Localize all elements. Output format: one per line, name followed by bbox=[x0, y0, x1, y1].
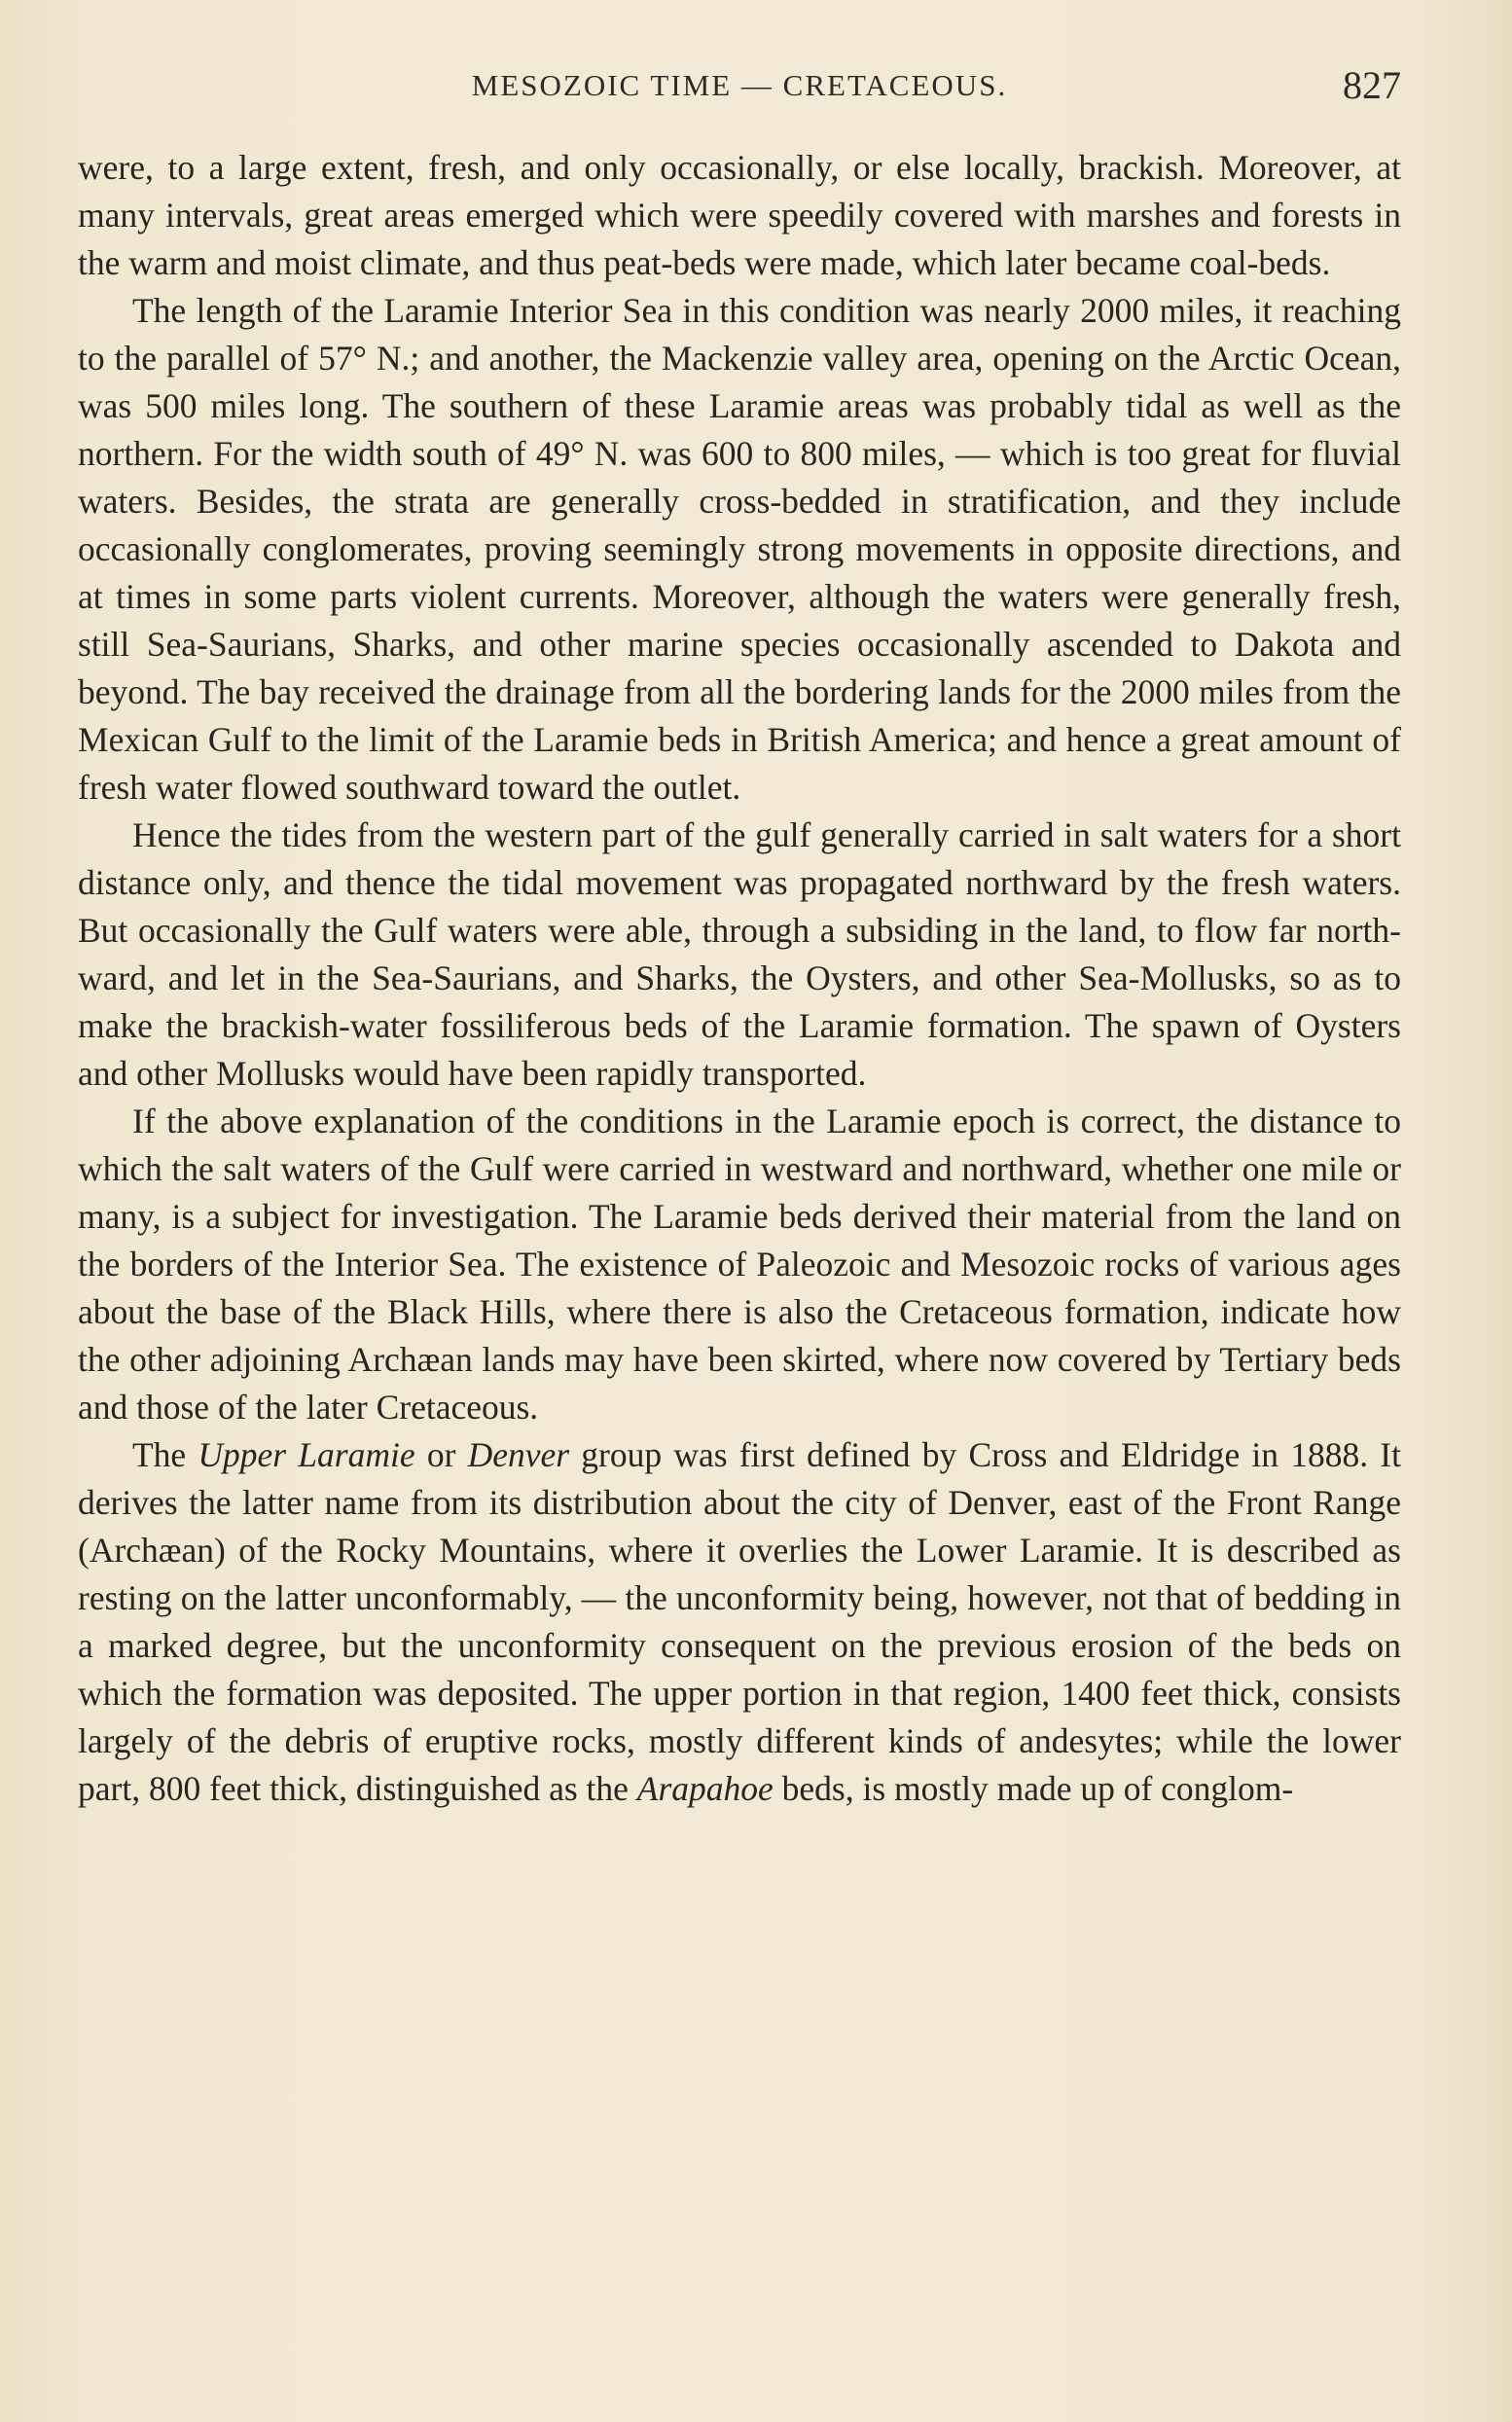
paragraph bbox=[78, 287, 1401, 812]
italic-term: Arapahoe bbox=[636, 1769, 774, 1808]
italic-term: Upper Laramie bbox=[198, 1435, 415, 1474]
paragraph bbox=[78, 1098, 1401, 1431]
page-number: 827 bbox=[1343, 63, 1401, 107]
paragraph bbox=[78, 812, 1401, 1098]
paragraph bbox=[78, 144, 1401, 287]
paragraph bbox=[78, 1431, 1401, 1813]
text-run: were, to a large extent, fresh, and only occasionally, or else locally, brackish. Moreover, at many intervals, great areas emerged which were speedily covered with marshes and forests in the warm and moist climate, and thus peat-beds were made, which later became coal-beds. bbox=[78, 148, 1401, 282]
text-run: The length of the Laramie Interior Sea in this condition was nearly 2000 miles, it reaching to the parallel of 57° N.; and another, the Mackenzie valley area, opening on the Arctic Ocean, was 500 miles long. The southern of these Laramie areas was probably tidal as well as the northern. For the width south of 49° N. was 600 to 800 miles, — which is too great for fluvial waters. Besides, the strata are generally cross-bedded in stratification, and they include occasionally conglomerates, proving seemingly strong movements in opposite directions, and at times in some parts violent currents. Moreover, although the waters were generally fresh, still Sea-Saurians, Sharks, and other marine species occasionally ascended to Dakota and beyond. The bay received the drainage from all the bordering lands for the 2000 miles from the Mexican Gulf to the limit of the Laramie beds in British America; and hence a great amount of fresh water flowed southward toward the outlet. bbox=[78, 291, 1401, 807]
italic-term: Denver bbox=[467, 1435, 570, 1474]
body-text bbox=[78, 144, 1401, 1813]
text-run: If the above explanation of the conditions in the Laramie epoch is correct, the distance to which the salt waters of the Gulf were carried in westward and northward, whether one mile or many, is a subject for investigation. The Laramie beds derived their material from the land on the borders of the Interior Sea. The existence of Paleozoic and Mesozoic rocks of various ages about the base of the Black Hills, where there is also the Cretaceous formation, indicate how the other adjoining Archæan lands may have been skirted, where now covered by Tertiary beds and those of the later Cretaceous. bbox=[78, 1102, 1401, 1427]
running-title: MESOZOIC TIME — CRETACEOUS. bbox=[471, 68, 1008, 102]
text-run: Hence the tides from the western part of the gulf generally carried in salt waters for a short distance only, and thence the tidal movement was propagated northward by the fresh waters. But occasionally the Gulf waters were able, through a subsiding in the land, to flow far northward, and let in the Sea-Saurians, and Sharks, the Oysters, and other Sea-Mollusks, so as to make the brackish-water fossiliferous beds of the Laramie formation. The spawn of Oysters and other Mollusks would have been rapidly transported. bbox=[78, 815, 1401, 1093]
text-run: The bbox=[132, 1435, 198, 1474]
text-run: or bbox=[414, 1435, 468, 1474]
text-run: group was first defined by Cross and Eldridge in 1888. It derives the latter name from its distribution about the city of Denver, east of the Front Range (Archæan) of the Rocky Mountains, where it overlies the Lower Laramie. It is described as resting on the latter unconformably, — the unconformity being, however, not that of bedding in a marked degree, but the unconformity consequent on the previous erosion of the beds on which the formation was deposited. The upper portion in that region, 1400 feet thick, consists largely of the debris of eruptive rocks, mostly different kinds of andesytes; while the lower part, 800 feet thick, distinguished as the bbox=[78, 1435, 1401, 1808]
text-run: beds, is mostly made up of conglom- bbox=[773, 1769, 1294, 1808]
running-head bbox=[78, 60, 1401, 119]
